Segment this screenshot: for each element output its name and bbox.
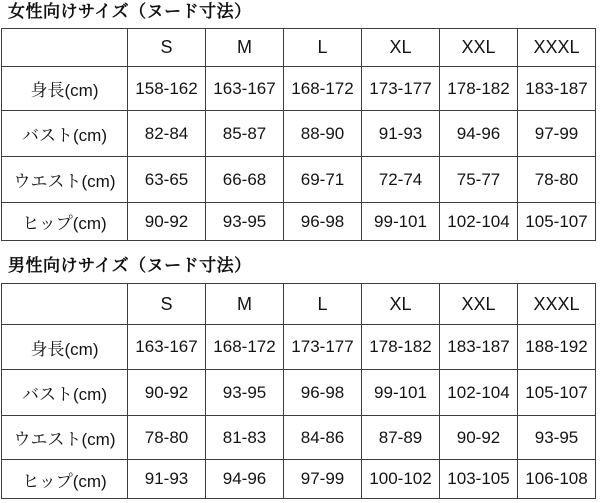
size-cell: 91-93 <box>362 111 440 157</box>
size-cell: 96-98 <box>284 203 362 241</box>
size-cell: 103-105 <box>440 460 518 499</box>
size-cell: 188-192 <box>518 325 596 370</box>
size-header-row <box>2 284 596 325</box>
size-cell: 91-93 <box>128 460 206 499</box>
table-row <box>2 325 596 370</box>
size-cell: 81-83 <box>206 416 284 460</box>
women-size-table <box>1 28 596 241</box>
size-cell: 168-172 <box>206 325 284 370</box>
size-cell: 93-95 <box>518 416 596 460</box>
size-column-header: M <box>206 29 284 67</box>
size-column-header: XXXL <box>518 29 596 67</box>
size-cell: 63-65 <box>128 157 206 203</box>
size-cell: 66-68 <box>206 157 284 203</box>
size-cell: 90-92 <box>128 370 206 416</box>
size-cell: 90-92 <box>440 416 518 460</box>
size-cell: 158-162 <box>128 67 206 111</box>
size-column-header: L <box>284 29 362 67</box>
row-label: ヒップ(cm) <box>2 203 128 241</box>
size-cell: 105-107 <box>518 370 596 416</box>
size-cell: 168-172 <box>284 67 362 111</box>
size-column-header: M <box>206 284 284 325</box>
row-label: ヒップ(cm) <box>2 460 128 499</box>
row-label: バスト(cm) <box>2 111 128 157</box>
size-cell: 75-77 <box>440 157 518 203</box>
size-cell: 99-101 <box>362 203 440 241</box>
size-cell: 178-182 <box>440 67 518 111</box>
table-row <box>2 203 596 241</box>
size-header-row <box>2 29 596 67</box>
size-column-header: XL <box>362 284 440 325</box>
row-label: ウエスト(cm) <box>2 157 128 203</box>
size-column-header: XL <box>362 29 440 67</box>
size-cell: 93-95 <box>206 370 284 416</box>
size-column-header: XXXL <box>518 284 596 325</box>
size-cell: 69-71 <box>284 157 362 203</box>
women-sizes-section <box>0 2 600 241</box>
row-label: 身長(cm) <box>2 325 128 370</box>
size-cell: 72-74 <box>362 157 440 203</box>
size-column-header: S <box>128 29 206 67</box>
size-cell: 100-102 <box>362 460 440 499</box>
size-cell: 173-177 <box>284 325 362 370</box>
table-row <box>2 67 596 111</box>
size-cell: 97-99 <box>284 460 362 499</box>
women-sizes-title: 女性向けサイズ（ヌード寸法） <box>8 2 252 21</box>
size-cell: 90-92 <box>128 203 206 241</box>
size-cell: 78-80 <box>518 157 596 203</box>
size-cell: 102-104 <box>440 370 518 416</box>
size-cell: 183-187 <box>440 325 518 370</box>
size-cell: 99-101 <box>362 370 440 416</box>
size-cell: 102-104 <box>440 203 518 241</box>
size-cell: 87-89 <box>362 416 440 460</box>
table-row <box>2 416 596 460</box>
size-cell: 163-167 <box>206 67 284 111</box>
row-label: 身長(cm) <box>2 67 128 111</box>
size-cell: 163-167 <box>128 325 206 370</box>
size-cell: 105-107 <box>518 203 596 241</box>
row-label: バスト(cm) <box>2 370 128 416</box>
size-cell: 96-98 <box>284 370 362 416</box>
size-cell: 93-95 <box>206 203 284 241</box>
table-row <box>2 157 596 203</box>
size-cell: 85-87 <box>206 111 284 157</box>
size-cell: 106-108 <box>518 460 596 499</box>
size-chart-page <box>0 2 600 499</box>
row-label: ウエスト(cm) <box>2 416 128 460</box>
men-sizes-title: 男性向けサイズ（ヌード寸法） <box>8 256 252 275</box>
corner-cell <box>2 284 128 325</box>
size-cell: 82-84 <box>128 111 206 157</box>
size-column-header: XXL <box>440 284 518 325</box>
size-cell: 78-80 <box>128 416 206 460</box>
size-column-header: S <box>128 284 206 325</box>
size-cell: 88-90 <box>284 111 362 157</box>
size-column-header: XXL <box>440 29 518 67</box>
size-cell: 94-96 <box>440 111 518 157</box>
men-size-table <box>1 283 596 499</box>
table-row <box>2 111 596 157</box>
size-cell: 173-177 <box>362 67 440 111</box>
size-cell: 84-86 <box>284 416 362 460</box>
corner-cell <box>2 29 128 67</box>
size-cell: 97-99 <box>518 111 596 157</box>
men-sizes-section <box>0 256 600 499</box>
table-row <box>2 370 596 416</box>
size-column-header: L <box>284 284 362 325</box>
size-cell: 183-187 <box>518 67 596 111</box>
size-cell: 178-182 <box>362 325 440 370</box>
size-cell: 94-96 <box>206 460 284 499</box>
table-row <box>2 460 596 499</box>
